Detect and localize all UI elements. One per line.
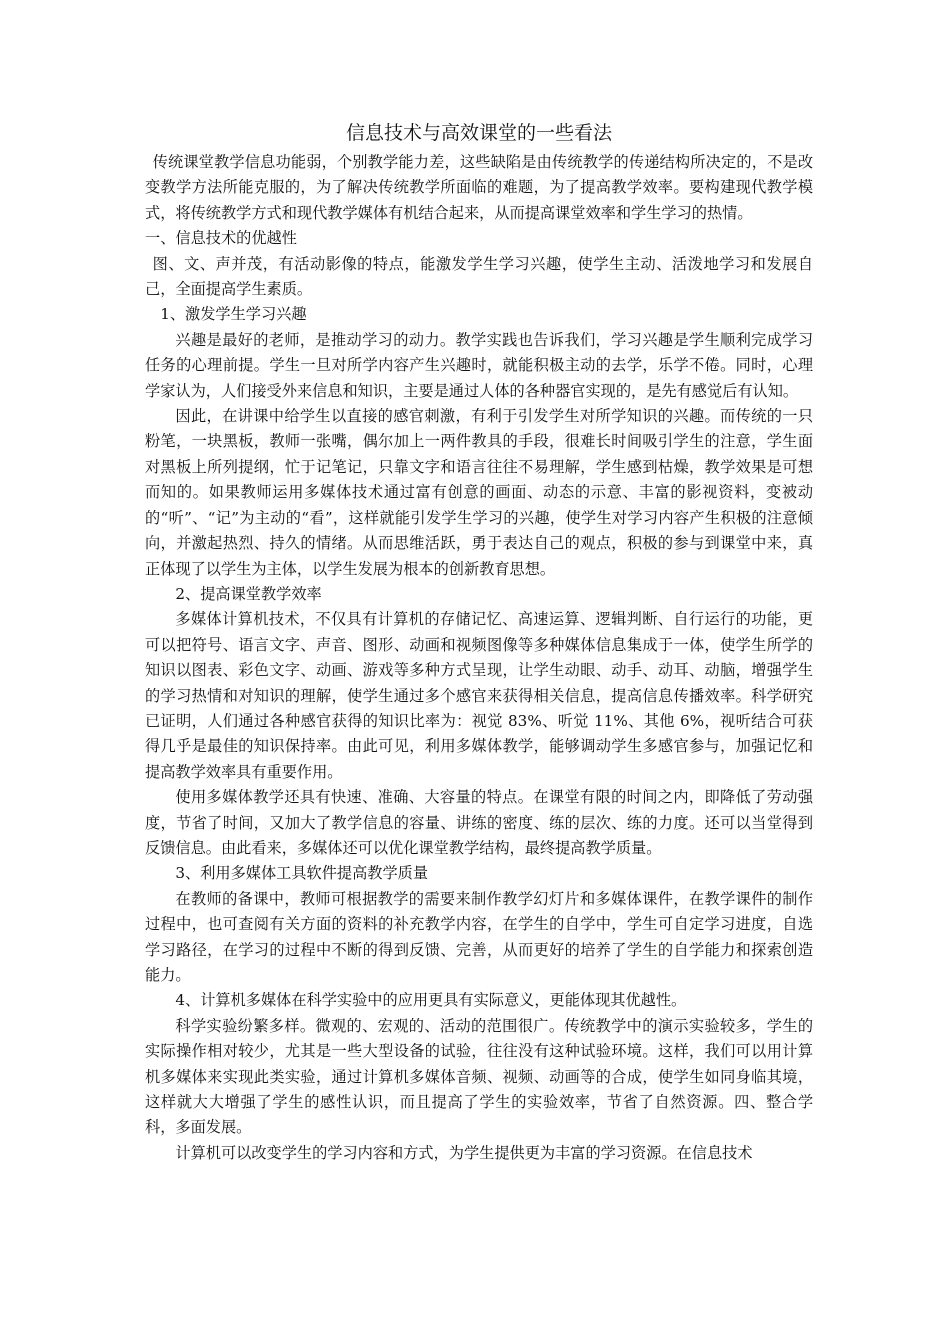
section-heading-1: 一、信息技术的优越性 — [145, 229, 297, 248]
paragraph-interest-2: 因此，在讲课中给学生以直接的感官刺激，有利于引发学生对所学知识的兴趣。而传统的一只粉笔，一块黑板，教师一张嘴，偶尔加上一两件教具的手段，很难长时间吸引学生的注意，学生面对黑板上所列提纲，忙于记笔记，只靠文字和语言往往不易理解，学生感到枯燥，教学效果是可想而知的。如果教师运用多媒体技术通过富有创意的画面、动态的示意、丰富的影视资料，变被动的“听”、“记”为主动的“看”，这样就能引发学生学习的兴趣，使学生对学习内容产生积极的注意倾向，并激起热烈、持久的情绪。从而思维活跃，勇于表达自己的观点，积极的参与到课堂中来，真正体现了以学生为主体，以学生发展为根本的创新教育思想。 — [145, 407, 813, 578]
paragraph-tools: 在教师的备课中，教师可根据教学的需要来制作教学幻灯片和多媒体课件，在教学课件的制作过程中，也可查阅有关方面的资料的补充教学内容，在学生的自学中，学生可自定学习进度，自选学习路径，在学习的过程中不断的得到反馈、完善，从而更好的培养了学生的自学能力和探索创造能力。 — [145, 889, 813, 984]
subheading-1: 1、激发学生学习兴趣 — [160, 305, 307, 324]
paragraph-interest-1: 兴趣是最好的老师，是推动学习的动力。教学实践也告诉我们，学习兴趣是学生顺利完成学习任务的心理前提。学生一旦对所学内容产生兴趣时，就能积极主动的去学，乐学不倦。同时，心理学家认为，人们接受外来信息和知识，主要是通过人体的各种器官实现的，是先有感觉后有认知。 — [145, 330, 813, 400]
paragraph-efficiency-2: 使用多媒体教学还具有快速、准确、大容量的特点。在课堂有限的时间之内，即降低了劳动强度，节省了时间，又加大了教学信息的容量、讲练的密度、练的层次、练的力度。还可以当堂得到反馈信息。由此看来，多媒体还可以优化课堂教学结构，最终提高教学质量。 — [145, 788, 813, 857]
document-title: 信息技术与高效课堂的一些看法 — [345, 122, 612, 144]
paragraph-efficiency-1: 多媒体计算机技术，不仅具有计算机的存储记忆、高速运算、逻辑判断、自行运行的功能，更可以把符号、语言文字、声音、图形、动画和视频图像等多种媒体信息集成于一体，使学生所学的知识以图表、彩色文字、动画、游戏等多种方式呈现，让学生动眼、动手、动耳、动脑，增强学生的学习热情和对知识的理解，使学生通过多个感官来获得相关信息，提高信息传播效率。科学研究已证明，人们通过各种感官获得的知识比率为：视觉 83%、听觉 11%、其他 6%，视听结合可获得几乎是最佳的知识保持率。由此可见，利用多媒体教学，能够调动学生多感官参与，加强记忆和提高教学效率具有重要作用。 — [145, 610, 813, 781]
section-1-paragraph: 图、文、声并茂，有活动影像的特点，能激发学生学习兴趣，使学生主动、活泼地学习和发展自己，全面提高学生素质。 — [145, 254, 813, 299]
subheading-2: 2、提高课堂教学效率 — [175, 584, 322, 603]
subheading-4: 4、计算机多媒体在科学实验中的应用更具有实际意义，更能体现其优越性。 — [175, 991, 687, 1010]
paragraph-experiments: 科学实验纷繁多样。微观的、宏观的、活动的范围很广。传统教学中的演示实验较多，学生的实际操作相对较少，尤其是一些大型设备的试验，往往没有这种试验环境。这样，我们可以用计算机多媒体来实现此类实验，通过计算机多媒体音频、视频、动画等的合成，使学生如同身临其境，这样就大大增强了学生的感性认识，而且提高了学生的实验效率，节省了自然资源。四、整合学科，多面发展。 — [145, 1016, 813, 1137]
subheading-3: 3、利用多媒体工具软件提高教学质量 — [175, 864, 429, 883]
intro-paragraph: 传统课堂教学信息功能弱，个别教学能力差，这些缺陷是由传统教学的传递结构所决定的，不是改变教学方法所能克服的，为了解决传统教学所面临的难题，为了提高教学效率。要构建现代教学模式，将传统教学方式和现代教学媒体有机结合起来，从而提高课堂效率和学生学习的热情。 — [145, 153, 813, 222]
document-page — [145, 118, 813, 1166]
paragraph-integration: 计算机可以改变学生的学习内容和方式，为学生提供更为丰富的学习资源。在信息技术 — [175, 1143, 753, 1162]
